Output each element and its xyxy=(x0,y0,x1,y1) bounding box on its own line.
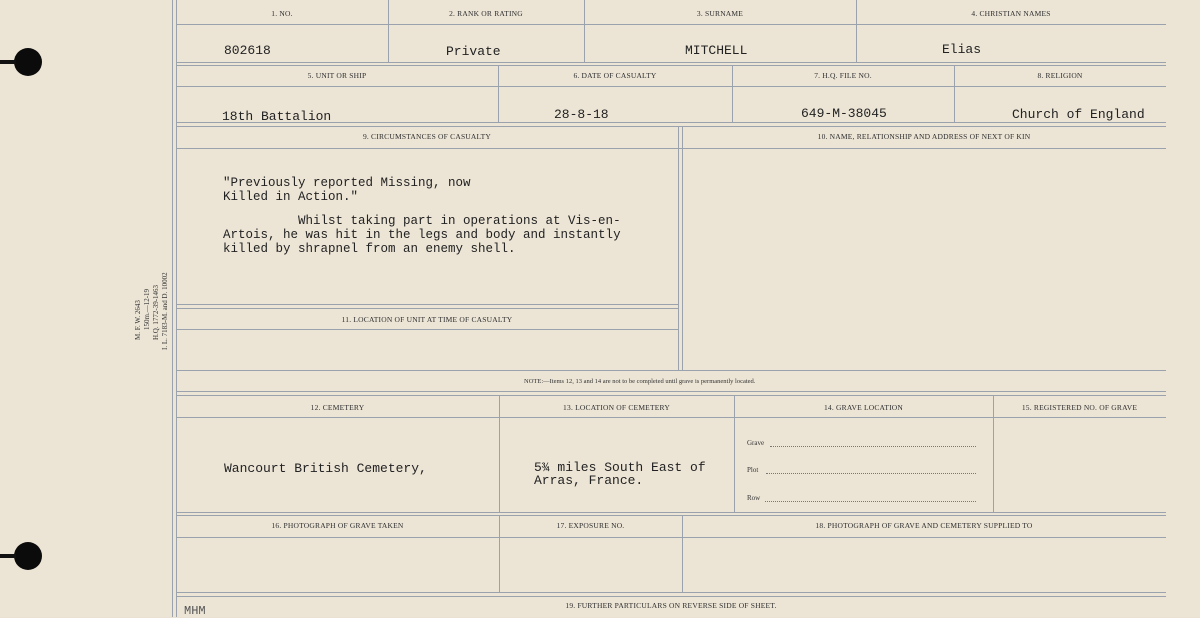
header-further: 19. FURTHER PARTICULARS ON REVERSE SIDE OF SHEET. xyxy=(565,601,777,610)
header-surname: 3. SURNAME xyxy=(696,9,744,18)
side-print-4: I. L. 7183-M. and D. 10002 xyxy=(161,272,169,350)
rule xyxy=(176,62,1166,63)
rule xyxy=(176,592,1166,593)
header-rank: 2. RANK OR RATING xyxy=(449,9,523,18)
rule xyxy=(176,395,1166,396)
side-print-2: 150m.—12-19 xyxy=(143,288,151,330)
rule xyxy=(176,24,1166,25)
row-field-label: Row xyxy=(747,494,761,502)
circumstances-line-4: Artois, he was hit in the legs and body and instantly xyxy=(223,228,621,242)
header-hq: 7. H.Q. FILE NO. xyxy=(814,71,872,80)
rule xyxy=(734,395,735,512)
cemetery-value: Wancourt British Cemetery, xyxy=(224,461,427,476)
punch-hole-top xyxy=(14,48,42,76)
rule xyxy=(176,537,1166,538)
date-value: 28-8-18 xyxy=(554,107,609,122)
rule xyxy=(176,65,1166,66)
rule xyxy=(176,86,1166,87)
header-unit: 5. UNIT OR SHIP xyxy=(307,71,367,80)
header-exposure: 17. EXPOSURE NO. xyxy=(556,521,625,530)
cemetery-location-line-1: 5¾ miles South East of xyxy=(534,460,706,475)
rule xyxy=(176,391,1166,392)
grave-field-label: Grave xyxy=(747,439,765,447)
rule xyxy=(176,308,678,309)
header-cemetery: 12. CEMETERY xyxy=(310,403,365,412)
circumstances-line-5: killed by shrapnel from an enemy shell. xyxy=(223,242,516,256)
note-text: NOTE:—Items 12, 13 and 14 are not to be completed until grave is permanently located. xyxy=(524,378,756,385)
row-field-line xyxy=(765,501,976,502)
hq-file-value: 649-M-38045 xyxy=(801,106,887,121)
initials-mark: MHM xyxy=(184,604,206,618)
header-location-unit: 11. LOCATION OF UNIT AT TIME OF CASUALTY xyxy=(341,315,513,324)
rule xyxy=(176,370,1166,371)
religion-value: Church of England xyxy=(1012,107,1145,122)
rule xyxy=(499,395,500,512)
header-photo-taken: 16. PHOTOGRAPH OF GRAVE TAKEN xyxy=(271,521,404,530)
header-registered: 15. REGISTERED NO. OF GRAVE xyxy=(1021,403,1138,412)
rule xyxy=(993,395,994,512)
plot-field-line xyxy=(766,473,976,474)
rule xyxy=(176,512,1166,513)
rule xyxy=(682,126,683,370)
unit-value: 18th Battalion xyxy=(222,109,332,124)
circumstances-line-3: Whilst taking part in operations at Vis-en- xyxy=(223,214,621,228)
cemetery-location-line-2: Arras, France. xyxy=(534,473,644,488)
left-border xyxy=(172,0,173,617)
surname-value: MITCHELL xyxy=(685,43,748,58)
circumstances-line-2: Killed in Action." xyxy=(223,190,359,204)
punch-peg-bottom xyxy=(0,554,16,558)
rule xyxy=(176,304,678,305)
header-no: 1. NO. xyxy=(271,9,293,18)
rule xyxy=(176,417,1166,418)
rule xyxy=(176,148,1166,149)
rule xyxy=(678,126,679,370)
header-circumstances: 9. CIRCUMSTANCES OF CASUALTY xyxy=(362,132,492,141)
rank-value: Private xyxy=(446,44,501,59)
rule xyxy=(176,596,1166,597)
circumstances-line-1: "Previously reported Missing, now xyxy=(223,176,471,190)
header-kin: 10. NAME, RELATIONSHIP AND ADDRESS OF NEXT OF KIN xyxy=(817,132,1031,141)
side-print-1: M. F. W. 2643 xyxy=(134,300,142,340)
plot-field-label: Plot xyxy=(747,466,759,474)
header-religion: 8. RELIGION xyxy=(1037,71,1083,80)
header-grave-location: 14. GRAVE LOCATION xyxy=(823,403,904,412)
christian-name-value: Elias xyxy=(942,42,982,57)
punch-peg-top xyxy=(0,60,16,64)
service-number: 802618 xyxy=(224,43,271,58)
grave-field-line xyxy=(770,446,976,447)
rule xyxy=(176,329,678,330)
rule xyxy=(176,126,1166,127)
header-photo-supplied: 18. PHOTOGRAPH OF GRAVE AND CEMETERY SUPPLIED TO xyxy=(815,521,1033,530)
header-location-cemetery: 13. LOCATION OF CEMETERY xyxy=(563,403,670,412)
header-date: 6. DATE OF CASUALTY xyxy=(573,71,657,80)
rule xyxy=(176,515,1166,516)
punch-hole-bottom xyxy=(14,542,42,570)
side-print-3: H.Q. 1772-39-1463 xyxy=(152,284,160,340)
header-christian: 4. CHRISTIAN NAMES xyxy=(971,9,1051,18)
